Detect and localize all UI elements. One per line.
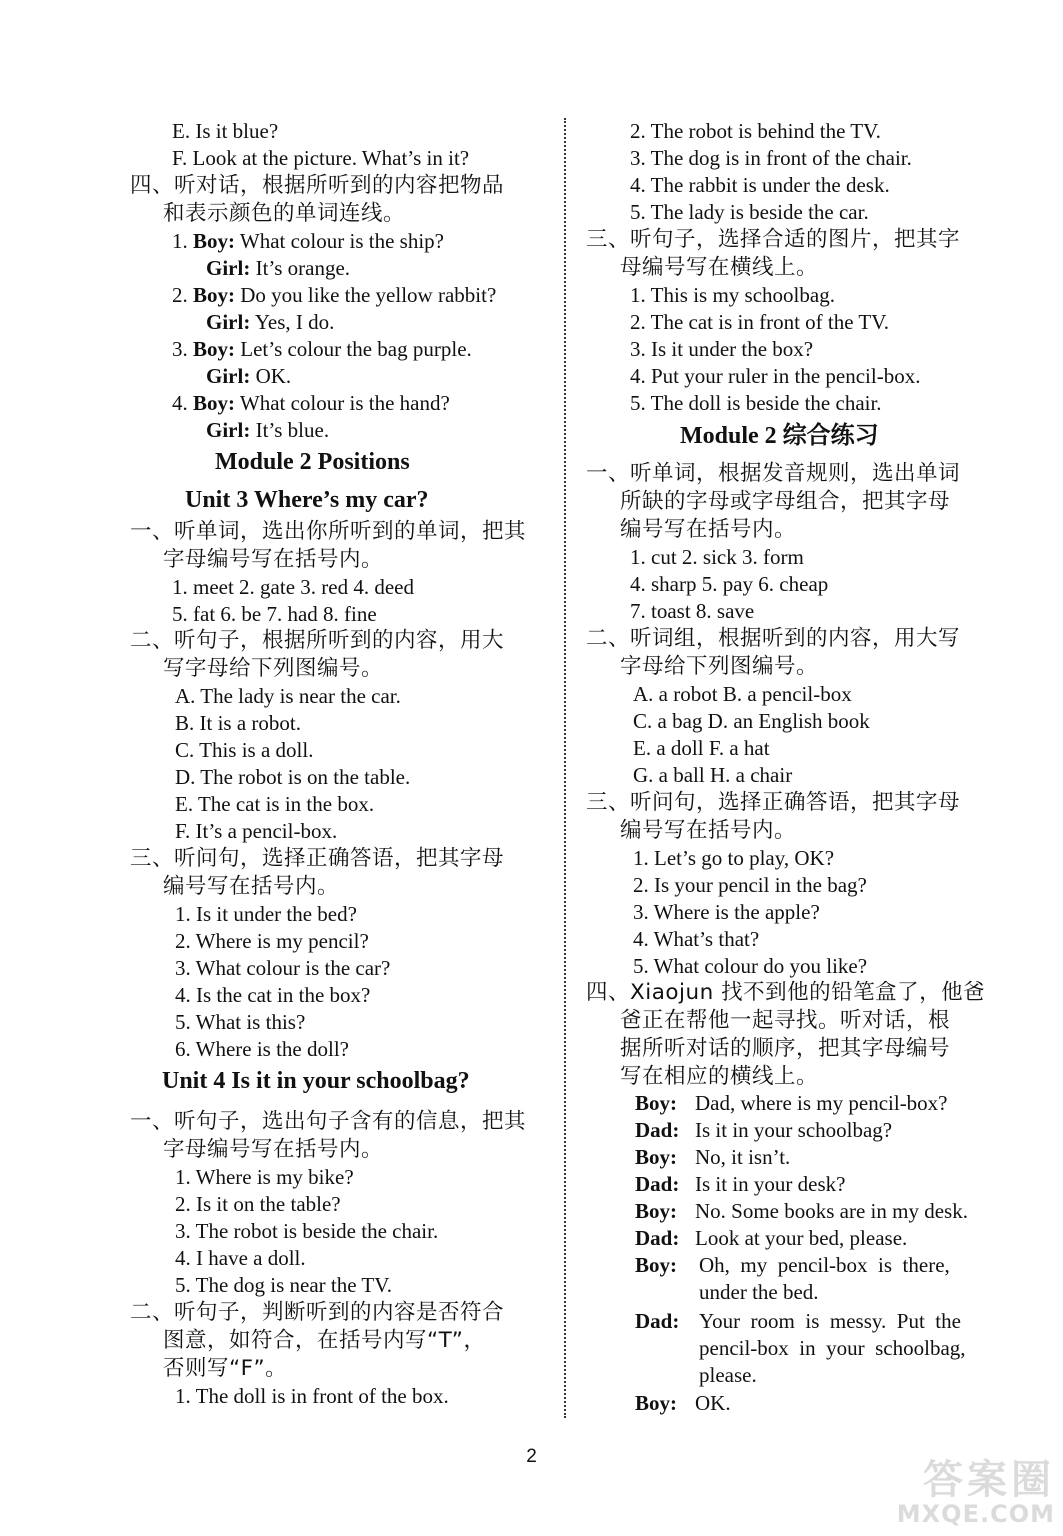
dialog-continuation: please. [699, 1363, 757, 1387]
item-number: 4. [172, 391, 188, 415]
dialog-line [206, 417, 329, 444]
dialog-line [172, 282, 496, 309]
dialog-text: Is it in your schoolbag? [695, 1118, 893, 1142]
dialog-line [206, 309, 334, 336]
text-line: 5. The dog is near the TV. [175, 1273, 392, 1297]
section-heading: 四、Xiaojun 找不到他的铅笔盒了，他爸 [586, 980, 986, 1005]
dialog-text: No. Some books are in my desk. [695, 1199, 968, 1223]
text-line: 3. Where is the apple? [633, 900, 820, 924]
speaker: Dad: [635, 1172, 680, 1196]
text-line: 3. The dog is in front of the chair. [630, 146, 912, 170]
section-heading: 三、听句子，选择合适的图片，把其字 [586, 227, 961, 252]
text-line: C. This is a doll. [175, 738, 314, 762]
text-line: 4. Put your ruler in the pencil-box. [630, 364, 921, 388]
dialog-line [172, 228, 444, 255]
section-heading: 图意，如符合，在括号内写“T”， [163, 1328, 486, 1353]
speaker: Girl: [206, 256, 251, 280]
module-title: Module 2 综合练习 [680, 423, 879, 449]
watermark-logo [895, 1448, 1055, 1528]
text-line: 1. Where is my bike? [175, 1165, 354, 1189]
speaker: Dad: [635, 1118, 680, 1142]
text-line: 1. cut 2. sick 3. form [630, 545, 804, 569]
dialog-text: OK. [695, 1391, 731, 1415]
dialog-line [635, 1171, 845, 1198]
text-line: 5. fat 6. be 7. had 8. fine [172, 602, 377, 626]
text-line: 5. The doll is beside the chair. [630, 391, 882, 415]
text-line: A. The lady is near the car. [175, 684, 401, 708]
unit-title: Unit 4 Is it in your schoolbag? [162, 1068, 470, 1094]
text-line: 4. sharp 5. pay 6. cheap [630, 572, 829, 596]
dialog-text: Do you like the yellow rabbit? [240, 283, 497, 307]
text-line: 1. Let’s go to play, OK? [633, 846, 835, 870]
speaker: Girl: [206, 364, 251, 388]
item-number: 3. [172, 337, 188, 361]
text-line: 5. What is this? [175, 1010, 306, 1034]
section-heading: 四、听对话，根据所听到的内容把物品 [130, 173, 505, 198]
dialog-line [635, 1225, 907, 1252]
section-heading: 二、听词组，根据听到的内容，用大写 [586, 626, 961, 651]
text-line: 6. Where is the doll? [175, 1037, 349, 1061]
page-number: 2 [526, 1446, 537, 1467]
dialog-line [206, 363, 291, 390]
module-title: Module 2 Positions [215, 449, 410, 475]
section-heading: 所缺的字母或字母组合，把其字母 [620, 489, 951, 514]
speaker: Boy: [193, 229, 235, 253]
text-line: D. The robot is on the table. [175, 765, 411, 789]
section-heading: 写在相应的横线上。 [620, 1064, 819, 1089]
dialog-line [635, 1252, 950, 1279]
text-line: E. a doll F. a hat [633, 736, 770, 760]
dialog-line [635, 1144, 790, 1171]
item-number: 2. [172, 283, 188, 307]
section-heading: 二、听句子，判断听到的内容是否符合 [130, 1300, 505, 1325]
section-heading: 一、听单词，根据发音规则，选出单词 [586, 461, 961, 486]
dialog-text: Yes, I do. [254, 310, 335, 334]
dialog-line [172, 390, 450, 417]
text-line: E. Is it blue? [172, 119, 279, 143]
speaker: Boy: [193, 391, 235, 415]
section-heading: 写字母给下列图编号。 [163, 656, 384, 681]
speaker: Boy: [193, 337, 235, 361]
speaker: Boy: [635, 1253, 677, 1277]
section-heading: 编号写在括号内。 [163, 874, 340, 899]
speaker: Girl: [206, 310, 251, 334]
speaker: Boy: [635, 1199, 677, 1223]
text-line: C. a bag D. an English book [633, 709, 870, 733]
text-line: 3. The robot is beside the chair. [175, 1219, 439, 1243]
text-line: 2. The robot is behind the TV. [630, 119, 881, 143]
text-line: 3. Is it under the box? [630, 337, 814, 361]
text-line: 4. Is the cat in the box? [175, 983, 371, 1007]
speaker: Boy: [635, 1391, 677, 1415]
section-heading: 二、听句子，根据所听到的内容，用大 [130, 628, 505, 653]
dialog-text: It’s blue. [255, 418, 330, 442]
text-line: 4. I have a doll. [175, 1246, 306, 1270]
section-heading: 否则写“F”。 [163, 1356, 288, 1381]
section-heading: 字母编号写在括号内。 [163, 547, 384, 572]
dialog-line [635, 1090, 948, 1117]
text-line: 2. The cat is in front of the TV. [630, 310, 889, 334]
section-heading: 编号写在括号内。 [620, 517, 797, 542]
speaker: Boy: [635, 1091, 677, 1115]
text-line: 1. This is my schoolbag. [630, 283, 835, 307]
text-line: 1. meet 2. gate 3. red 4. deed [172, 575, 414, 599]
text-line: 5. What colour do you like? [633, 954, 868, 978]
text-line: B. It is a robot. [175, 711, 301, 735]
section-heading: 字母编号写在括号内。 [163, 1137, 384, 1162]
section-heading: 一、听单词，选出你所听到的单词，把其 [130, 519, 527, 544]
section-heading: 编号写在括号内。 [620, 818, 797, 843]
dialog-continuation: pencil-box in your schoolbag, [699, 1336, 966, 1360]
text-line: G. a ball H. a chair [633, 763, 793, 787]
speaker: Boy: [193, 283, 235, 307]
dialog-text: Is it in your desk? [695, 1172, 846, 1196]
dialog-continuation: under the bed. [699, 1280, 819, 1304]
dialog-text: OK. [255, 364, 292, 388]
dialog-text: What colour is the hand? [239, 391, 450, 415]
dialog-line [635, 1308, 961, 1335]
section-heading: 母编号写在横线上。 [620, 255, 819, 280]
text-line: 4. The rabbit is under the desk. [630, 173, 890, 197]
text-line: 3. What colour is the car? [175, 956, 391, 980]
dialog-line [172, 336, 472, 363]
section-heading: 三、听问句，选择正确答语，把其字母 [586, 790, 961, 815]
dialog-line [635, 1117, 892, 1144]
watermark-text: 答案圈 [923, 1457, 1055, 1503]
speaker: Boy: [635, 1145, 677, 1169]
text-line: 2. Is your pencil in the bag? [633, 873, 867, 897]
text-line: 5. The lady is beside the car. [630, 200, 869, 224]
dialog-line [206, 255, 350, 282]
speaker: Girl: [206, 418, 251, 442]
dialog-line [635, 1198, 968, 1225]
text-line: 1. The doll is in front of the box. [175, 1384, 449, 1408]
section-heading: 一、听句子，选出句子含有的信息，把其 [130, 1109, 527, 1134]
text-line: F. It’s a pencil-box. [175, 819, 338, 843]
text-line: A. a robot B. a pencil-box [633, 682, 852, 706]
text-line: 2. Is it on the table? [175, 1192, 341, 1216]
dialog-text: Let’s colour the bag purple. [240, 337, 472, 361]
text-line: E. The cat is in the box. [175, 792, 375, 816]
dialog-text: What colour is the ship? [239, 229, 444, 253]
item-number: 1. [172, 229, 188, 253]
text-line: 4. What’s that? [633, 927, 760, 951]
speaker: Dad: [635, 1226, 680, 1250]
dialog-text: Look at your bed, please. [695, 1226, 908, 1250]
dialog-text: It’s orange. [255, 256, 351, 280]
text-line: 1. Is it under the bed? [175, 902, 357, 926]
dialog-text: Oh, my pencil-box is there, [699, 1253, 950, 1277]
speaker: Dad: [635, 1309, 680, 1333]
unit-title: Unit 3 Where’s my car? [185, 487, 429, 513]
section-heading: 据所听对话的顺序，把其字母编号 [620, 1036, 951, 1061]
dialog-text: Your room is messy. Put the [699, 1309, 961, 1333]
section-heading: 和表示颜色的单词连线。 [163, 201, 406, 226]
text-line: F. Look at the picture. What’s in it? [172, 146, 470, 170]
dialog-line [635, 1390, 731, 1417]
dialog-text: No, it isn’t. [695, 1145, 791, 1169]
section-heading: 三、听问句，选择正确答语，把其字母 [130, 846, 505, 871]
text-line: 2. Where is my pencil? [175, 929, 369, 953]
dialog-text: Dad, where is my pencil-box? [695, 1091, 948, 1115]
section-heading: 爸正在帮他一起寻找。听对话，根 [620, 1008, 951, 1033]
column-divider [564, 118, 566, 1418]
text-line: 7. toast 8. save [630, 599, 755, 623]
section-heading: 字母给下列图编号。 [620, 654, 819, 679]
watermark-url: MXQE.COM [896, 1500, 1055, 1528]
